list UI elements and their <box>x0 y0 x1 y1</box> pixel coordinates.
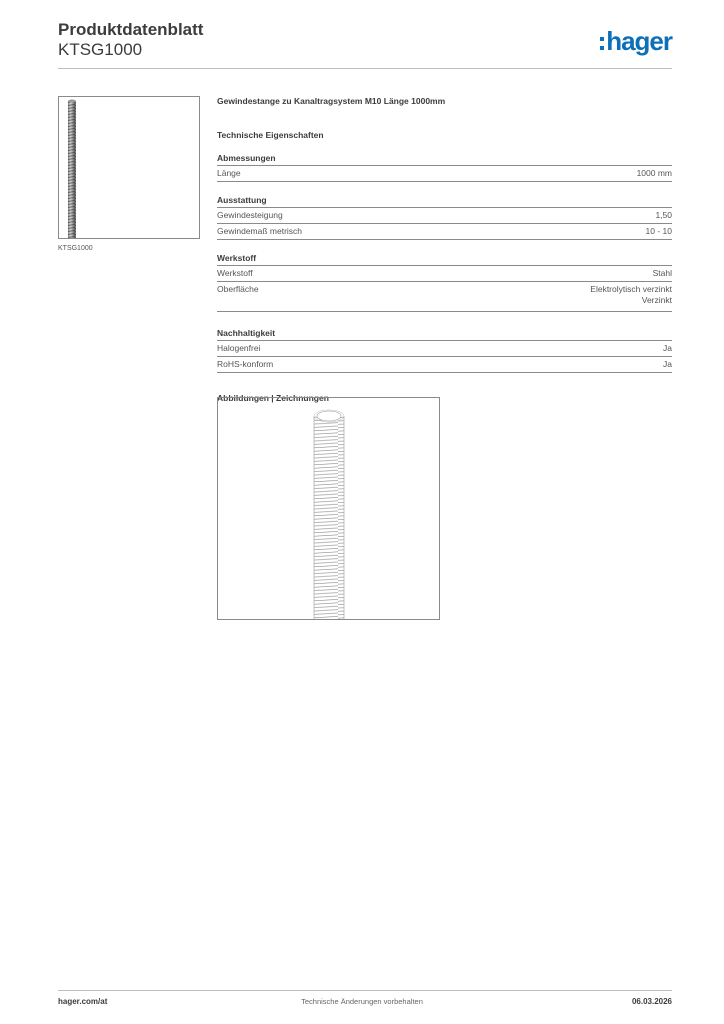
section-title: Nachhaltigkeit <box>217 328 672 341</box>
hager-logo <box>600 28 672 54</box>
page-title: Produktdatenblatt <box>58 20 204 39</box>
drawings-heading: Abbildungen | Zeichnungen <box>217 393 329 403</box>
footer-disclaimer: Technische Änderungen vorbehalten <box>301 997 423 1006</box>
spec-label: Länge <box>217 168 241 178</box>
spec-label: Halogenfrei <box>217 343 261 353</box>
section-title: Ausstattung <box>217 195 672 208</box>
header-divider <box>58 68 672 69</box>
spec-row <box>217 341 672 357</box>
spec-value: 10 - 10 <box>645 226 672 236</box>
logo-text: hager <box>606 26 672 56</box>
footer-date: 06.03.2026 <box>631 997 672 1006</box>
spec-row <box>217 208 672 224</box>
spec-value: 1,50 <box>655 210 672 220</box>
threaded-rod-photo-icon <box>58 96 200 239</box>
spec-row <box>217 357 672 373</box>
spec-label: Werkstoff <box>217 268 253 278</box>
section-abmessungen <box>217 153 672 182</box>
spec-value: Stahl <box>652 268 672 278</box>
spec-label: Gewindemaß metrisch <box>217 226 303 236</box>
footer-website-link[interactable]: hager.com/at <box>58 997 108 1006</box>
spec-value: Elektrolytisch verzinkt <box>590 284 672 294</box>
section-title: Werkstoff <box>217 253 672 266</box>
spec-value: Ja <box>663 359 672 369</box>
spec-label: Gewindesteigung <box>217 210 283 220</box>
section-title: Abmessungen <box>217 153 672 166</box>
section-werkstoff <box>217 253 672 312</box>
product-description: Gewindestange zu Kanaltragsystem M10 Länge 1000mm <box>217 96 446 106</box>
section-nachhaltigkeit <box>217 328 672 373</box>
product-code: KTSG1000 <box>58 40 143 59</box>
footer-divider <box>58 990 672 991</box>
threaded-rod-drawing-icon <box>217 397 440 620</box>
technical-properties-heading: Technische Eigenschaften <box>217 130 324 140</box>
section-ausstattung <box>217 195 672 240</box>
product-image-caption: KTSG1000 <box>58 245 93 252</box>
spec-value: Ja <box>663 343 672 353</box>
spec-row <box>217 282 672 312</box>
spec-row <box>217 266 672 282</box>
spec-value: Verzinkt <box>641 295 672 305</box>
spec-row <box>217 166 672 182</box>
logo-dots-icon <box>600 37 604 50</box>
spec-label: RoHS-konform <box>217 359 274 369</box>
spec-label: Oberfläche <box>217 284 259 294</box>
specification-content <box>217 96 672 403</box>
spec-value-multiline <box>590 284 672 306</box>
spec-row <box>217 224 672 240</box>
spec-value: 1000 mm <box>636 168 672 178</box>
